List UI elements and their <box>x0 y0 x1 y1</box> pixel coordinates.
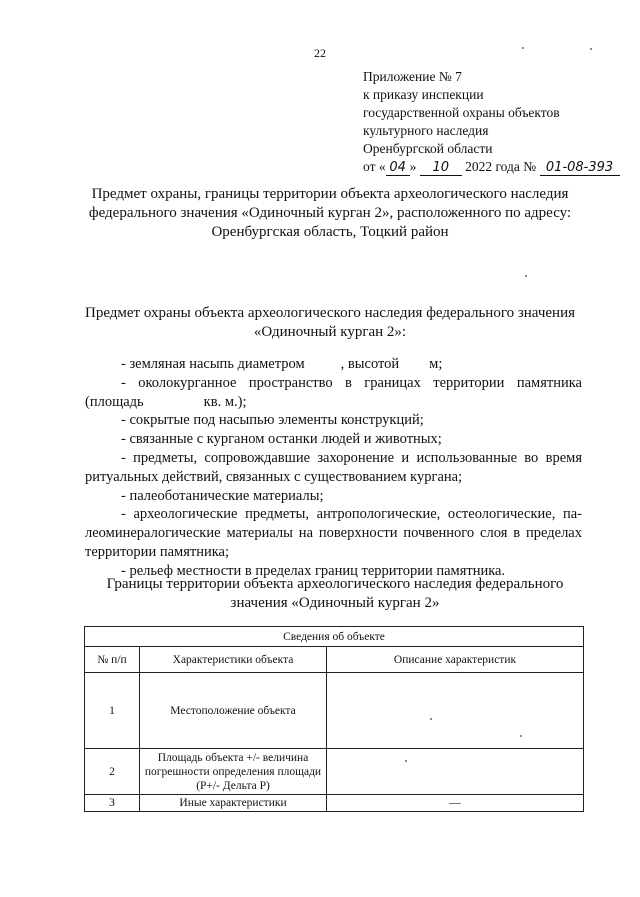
title-line: федерального значения «Одиночный курган 2», расположенного по адресу: <box>88 205 572 221</box>
table-cell-characteristic: Иные характеристики <box>140 795 327 812</box>
appendix-line: государственной охраны объектов <box>363 105 560 120</box>
subject-title <box>70 304 590 342</box>
appendix-date-line <box>363 158 620 176</box>
boundaries-title-line: значения «Одиночный курган 2» <box>230 595 440 611</box>
list-item: - археологические предметы, антропологические, остеологические, па-леоминералогические материалы на поверхности почвенного слоя в пределах территории памятника; <box>85 506 582 560</box>
date-year: 2022 года № <box>465 159 537 174</box>
scan-speck <box>520 735 522 737</box>
title-line: Предмет охраны, границы территории объекта археологического наследия <box>91 186 569 202</box>
date-month: 10 <box>420 161 462 176</box>
scan-speck <box>590 48 592 50</box>
object-info-table <box>84 626 584 812</box>
table-row <box>85 795 584 812</box>
table-row <box>85 749 584 795</box>
boundaries-title <box>80 575 590 613</box>
list-item: - палеоботанические материалы; <box>121 487 324 504</box>
title-line: Оренбургская область, Тоцкий район <box>211 224 449 240</box>
protection-subject-list <box>85 355 582 581</box>
table-header-cell: Описание характеристик <box>327 647 584 673</box>
table-row <box>85 673 584 749</box>
list-item: - предметы, сопровождавшие захоронение и использованные во время ритуальных действий, связанных с существованием кургана; <box>85 449 582 485</box>
appendix-line: к приказу инспекции <box>363 87 484 102</box>
date-prefix: от « <box>363 159 386 174</box>
scan-speck <box>522 47 524 49</box>
subject-title-line: «Одиночный курган 2»: <box>253 324 407 340</box>
appendix-header <box>363 68 620 176</box>
table-cell-number: 2 <box>85 749 140 795</box>
table-cell-number: 1 <box>85 673 140 749</box>
list-item: - околокурганное пространство в границах территории памятника (площадь кв. м.); <box>85 374 582 410</box>
table-cell-characteristic: Площадь объекта +/- величина погрешности определения площади (Р+/- Дельта Р) <box>140 749 327 795</box>
table-cell-description <box>327 673 584 749</box>
scan-speck <box>525 275 527 277</box>
document-number: 01-08-393 <box>540 161 620 176</box>
appendix-line: Оренбургской области <box>363 141 493 156</box>
list-item: - земляная насыпь диаметром , высотой м; <box>121 356 443 372</box>
list-item: - рельеф местности в пределах границ территории памятника. <box>121 562 506 579</box>
table-header-cell: Характеристики объекта <box>140 647 327 673</box>
subject-title-line: Предмет охраны объекта археологического наследия федерального значения <box>84 305 576 321</box>
list-item: - связанные с курганом останки людей и животных; <box>121 431 442 448</box>
date-day: 04 <box>386 161 410 176</box>
table-caption: Сведения об объекте <box>85 627 584 647</box>
table-cell-description: — <box>327 795 584 812</box>
list-item: - сокрытые под насыпью элементы конструкций; <box>121 412 424 429</box>
page-number: 22 <box>314 46 326 60</box>
appendix-line: Приложение № 7 <box>363 69 462 84</box>
table-cell-description <box>327 749 584 795</box>
table-header-cell: № п/п <box>85 647 140 673</box>
scan-speck <box>405 760 407 762</box>
date-separator: » <box>409 159 417 174</box>
table-cell-characteristic: Местоположение объекта <box>140 673 327 749</box>
scan-speck <box>430 718 432 720</box>
table-cell-number: 3 <box>85 795 140 812</box>
document-title <box>80 185 580 242</box>
appendix-line: культурного наследия <box>363 123 489 138</box>
boundaries-title-line: Границы территории объекта археологического наследия федерального <box>106 576 564 592</box>
